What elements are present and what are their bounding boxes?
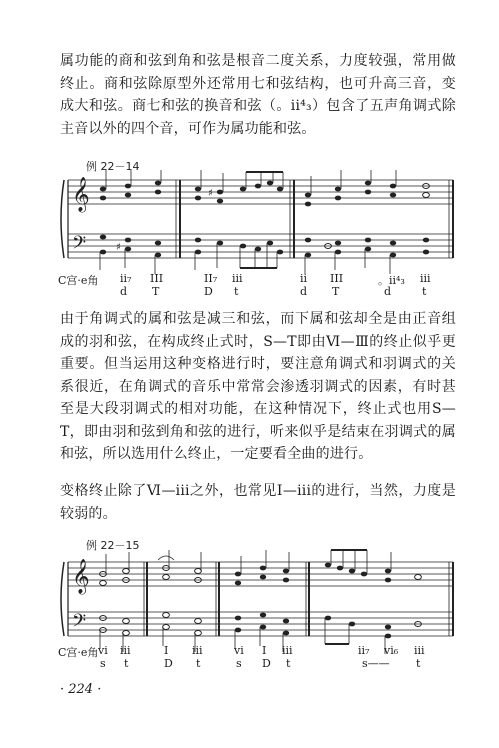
function-symbol: D xyxy=(204,285,213,298)
chord-symbol: ii₇ xyxy=(120,272,132,285)
chord-symbol: iii xyxy=(414,644,425,657)
function-symbol: s—— xyxy=(362,657,390,670)
function-symbol: d xyxy=(120,285,128,298)
chord-symbol: ii₇ xyxy=(358,644,370,657)
chord-symbol: vi xyxy=(234,644,244,657)
paragraph-2: 由于角调式的属和弦是减三和弦，而下属和弦却全是由正音组成的羽和弦，在构成终止式时，S—T即由Ⅵ—Ⅲ的终止似乎更重要。但当运用这种变格进行时，要注意角调式和羽调式的关系很近，在角调式的音乐中常常会渗透羽调式的因素，有时甚至是大段羽调式的相对功能，在这种情况下，终止式也用S—T，即由羽和弦到角和弦的进行，听来似乎是结束在羽调式的属和弦，所以选用什么终止，一定要看全曲的进行。 xyxy=(60,311,456,462)
chord-symbol: I xyxy=(164,644,169,657)
chord-symbol: II₇ xyxy=(204,272,218,285)
sharp-icon: ♯ xyxy=(208,188,213,199)
function-symbol: t xyxy=(196,657,201,670)
bass-clef-icon: 𝄢 xyxy=(72,611,87,636)
chord-labels-22-15 xyxy=(58,644,458,674)
bass-clef-icon: 𝄢 xyxy=(72,233,87,258)
function-symbol: D xyxy=(164,657,173,670)
chord-symbol: iii xyxy=(420,272,431,285)
function-symbol: t xyxy=(234,285,239,298)
treble-clef-icon: 𝄞 xyxy=(72,559,90,594)
key-label: C宫·e角 xyxy=(58,646,99,659)
chord-symbol: iii xyxy=(120,644,131,657)
paragraph-3: 变格终止除了Ⅵ—iii之外，也常见Ⅰ—iii的进行，当然，力度是较弱的。 xyxy=(60,483,456,522)
fermata-icon xyxy=(158,556,174,560)
function-symbol: t xyxy=(286,657,291,670)
example-22-15-label: 例 22－15 xyxy=(86,539,140,552)
example-22-14-label: 例 22－14 xyxy=(86,160,140,173)
function-symbol: D xyxy=(262,657,271,670)
function-symbol: t xyxy=(124,657,129,670)
page-number: · 224 · xyxy=(60,682,102,697)
chord-symbol: I xyxy=(262,644,267,657)
chord-symbol: III xyxy=(330,272,344,285)
chord-symbol: iii xyxy=(232,272,243,285)
function-symbol: d xyxy=(300,285,308,298)
function-symbol: T xyxy=(152,285,160,298)
function-symbol: t xyxy=(416,657,421,670)
sharp-icon: ♯ xyxy=(116,242,121,253)
function-symbol: d xyxy=(384,285,392,298)
chord-symbol: III xyxy=(150,272,164,285)
paragraph-1: 属功能的商和弦到角和弦是根音二度关系，力度较强，常用做终止。商和弦除原型外还常用七和弦结构，也可升高三音，变成大和弦。商七和弦的换音和弦（。ii⁴₃）包含了五声角调式除主音以外的四个音，可作为属功能和弦。 xyxy=(60,53,456,137)
chord-symbol: vi xyxy=(98,644,108,657)
chord-symbol: ii xyxy=(300,272,308,285)
chord-symbol: iii xyxy=(282,644,293,657)
key-label: C宫·e角 xyxy=(58,274,99,287)
chord-symbol: 。ii⁴₃ xyxy=(378,274,405,287)
chord-symbol: vi₆ xyxy=(384,644,399,657)
treble-clef-icon: 𝄞 xyxy=(72,177,90,212)
function-symbol: s xyxy=(236,657,242,670)
chord-labels-22-14 xyxy=(58,272,458,302)
function-symbol: s xyxy=(100,657,106,670)
function-symbol: t xyxy=(422,285,427,298)
function-symbol: T xyxy=(332,285,340,298)
chord-symbol: iii xyxy=(192,644,203,657)
